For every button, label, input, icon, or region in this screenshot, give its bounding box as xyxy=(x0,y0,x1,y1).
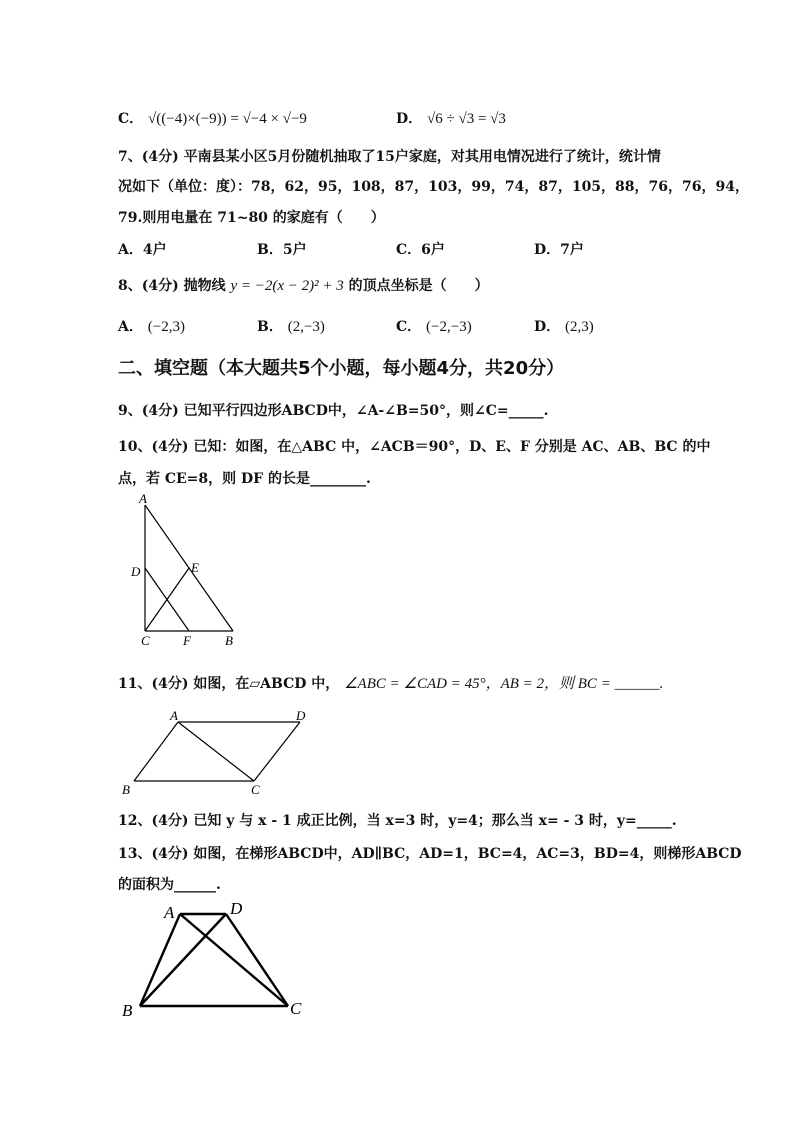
q7-line-3: 79.则用电量在 71~80 的家庭有（ ） xyxy=(118,210,385,226)
q13-trapezoid-figure xyxy=(118,896,318,1022)
q8-option-c xyxy=(396,316,472,336)
q8-option-d xyxy=(534,316,594,336)
q6-option-c-label: C． xyxy=(118,111,144,127)
q7-option-b: B．5户 xyxy=(257,242,307,258)
q12-text: 12、(4分) 已知 y 与 x - 1 成正比例，当 x=3 时，y=4；那么当 x= - 3 时，y=_____. xyxy=(118,813,677,829)
q13-label-a: A xyxy=(164,903,175,922)
q10-label-d: D xyxy=(131,564,141,579)
q7-option-c: C．6户 xyxy=(396,242,445,258)
section-2-heading: 二、填空题（本大题共5个小题，每小题4分，共20分） xyxy=(118,358,565,379)
q10-label-e: E xyxy=(191,560,199,575)
q8-option-a xyxy=(118,316,185,336)
q8-option-c-value: (−2,−3) xyxy=(426,319,472,335)
q8-option-b xyxy=(257,316,325,336)
q7-option-d: D．7户 xyxy=(534,242,584,258)
q10-triangle-figure xyxy=(125,490,245,650)
q6-option-d-label: D． xyxy=(396,111,423,127)
q10-line-1: 10、(4分) 已知：如图，在△ABC 中，∠ACB＝90°，D、E、F 分别是 AC、AB、BC 的中 xyxy=(118,439,711,455)
q11-label-d: D xyxy=(296,708,306,723)
q13-side-ab xyxy=(140,914,180,1006)
q11-stem xyxy=(118,672,663,693)
q8-option-c-label: C． xyxy=(396,319,422,335)
q6-option-d-expr: √6 ÷ √3 = √3 xyxy=(427,111,506,127)
q10-label-f: F xyxy=(183,633,191,648)
q13-label-c: C xyxy=(290,999,302,1018)
q13-line-2: 的面积为______. xyxy=(118,877,221,893)
q8-option-d-label: D． xyxy=(534,319,561,335)
q8-text-prefix: 8、(4分) 抛物线 xyxy=(118,278,226,294)
q7-option-a: A．4户 xyxy=(118,242,167,258)
q8-option-b-value: (2,−3) xyxy=(287,319,325,335)
q8-option-a-value: (−2,3) xyxy=(147,319,185,335)
q8-stem xyxy=(118,275,489,295)
q8-text-suffix: 的顶点坐标是（ ） xyxy=(348,278,489,294)
q11-parallelogram-figure xyxy=(118,706,318,798)
q6-option-d xyxy=(396,108,506,128)
q8-formula: y = −2(x − 2)² + 3 xyxy=(230,278,344,294)
q7-line-2: 况如下（单位：度）：78，62，95，108，87，103，99，74，87，105，88，76，76，94， xyxy=(118,179,749,195)
q13-line-1: 13、(4分) 如图，在梯形ABCD中，AD∥BC，AD=1，BC=4，AC=3，BD=4，则梯形ABCD xyxy=(118,846,742,862)
q7-line-1: 7、(4分) 平南县某小区5月份随机抽取了15户家庭，对其用电情况进行了统计，统计情 xyxy=(118,149,661,165)
q8-option-d-value: (2,3) xyxy=(565,319,594,335)
q13-label-b: B xyxy=(122,1001,133,1020)
q6-option-c xyxy=(118,108,307,128)
q8-option-a-label: A． xyxy=(118,319,143,335)
q11-diagonal-ac xyxy=(178,722,254,781)
q11-formula: ∠ABC = ∠CAD = 45°，AB = 2，则 BC = ______. xyxy=(344,676,664,692)
q11-label-b: B xyxy=(122,782,130,797)
q10-label-b: B xyxy=(225,633,233,648)
q10-line-2: 点，若 CE=8，则 DF 的长是________. xyxy=(118,471,371,487)
q11-text-prefix: 11、(4分) 如图，在▱ABCD 中， xyxy=(118,676,340,692)
q13-diagonal-bd xyxy=(140,914,226,1006)
q10-label-a: A xyxy=(139,491,147,506)
q6-option-c-expr: √((−4)×(−9)) = √−4 × √−9 xyxy=(148,111,307,127)
q11-label-c: C xyxy=(251,782,260,797)
q10-label-c: C xyxy=(141,633,150,648)
q8-option-b-label: B． xyxy=(257,319,283,335)
q11-side-ba xyxy=(134,722,178,781)
q9-text: 9、(4分) 已知平行四边形ABCD中，∠A-∠B=50°，则∠C=_____. xyxy=(118,403,549,419)
q11-label-a: A xyxy=(170,708,178,723)
q11-side-dc xyxy=(254,722,300,781)
q13-label-d: D xyxy=(230,899,243,918)
